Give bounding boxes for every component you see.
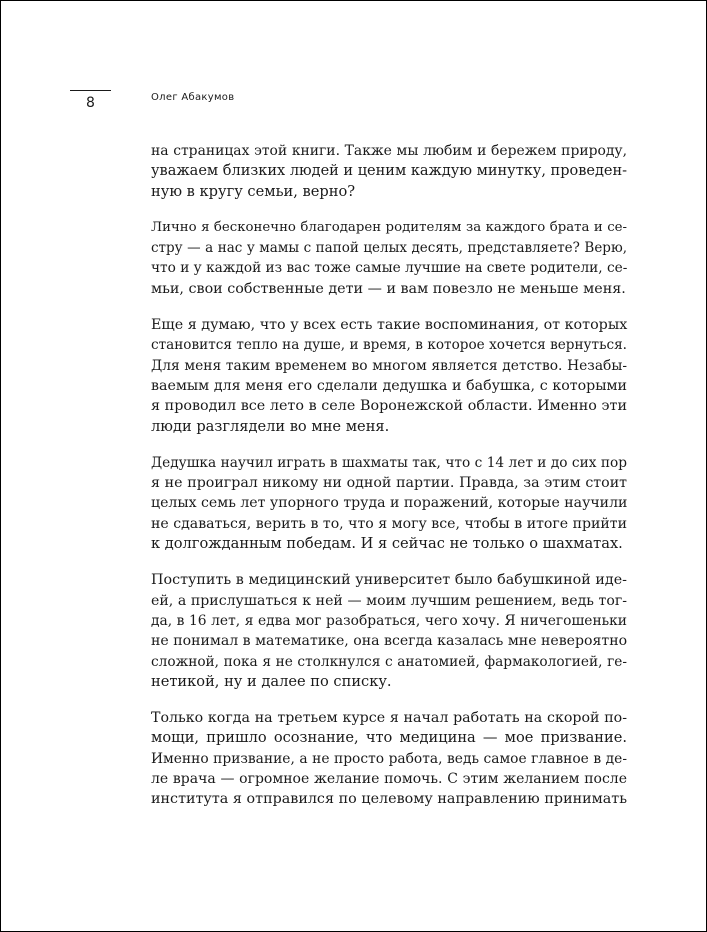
body-text: [151, 141, 627, 810]
text-line: Лично я бесконечно благодарен родителям за каждого брата и се-: [151, 219, 627, 235]
text-line: нетикой, ну и далее по списку.: [151, 672, 392, 690]
text-line: что и у каждой из вас тоже самые лучшие на свете родители, се-: [151, 260, 628, 277]
paragraph: [151, 218, 627, 299]
text-line: стру — а нас у мамы с папой целых десять, представляете? Верю,: [151, 240, 627, 257]
paragraph: [151, 315, 627, 437]
text-line: люди разглядели во мне меня.: [151, 417, 390, 435]
text-line: ваемым для меня его сделали дедушка и бабушка, с которыми: [151, 377, 627, 394]
text-line: ей, а прислушаться к ней — моим лучшим решением, ведь тог-: [151, 592, 627, 609]
text-line: я не проиграл никому ни одной партии. Правда, за этим стоит: [151, 475, 627, 492]
text-line: Только когда на третьем курсе я начал работать на скорой по-: [151, 710, 627, 727]
paragraph: [151, 708, 627, 809]
text-line: не сдаваться, верить в то, что я могу все, чтобы в итоге прийти: [151, 515, 627, 532]
text-line: сложной, пока я не столкнулся с анатомией, фармакологией, ге-: [151, 653, 627, 670]
text-line: к долгожданным победам. И я сейчас не только о шахматах.: [151, 535, 623, 553]
text-line: целых семь лет упорного труда и поражений, которые научили: [151, 495, 628, 512]
text-line: уважаем близких людей и ценим каждую минутку, проведен-: [151, 163, 628, 180]
text-line: не понимал в математике, она всегда казалась мне невероятно: [151, 633, 628, 650]
text-line: становится тепло на душе, и время, в которое хочется вернуться.: [151, 337, 627, 354]
text-line: да, в 16 лет, я едва мог разобраться, чего хочу. Я ничегошеньки: [151, 612, 627, 629]
text-line: Еще я думаю, что у всех есть такие воспоминания, от которых: [151, 317, 628, 334]
text-line: ле врача — огромное желание помочь. С этим желанием после: [151, 771, 627, 788]
text-line: ную в кругу семьи, верно?: [151, 182, 356, 200]
page-number: 8: [86, 95, 95, 111]
text-line: мощи, пришло осознание, что медицина — мое призвание.: [151, 729, 627, 747]
text-line: Для меня таким временем во многом является детство. Незабы-: [151, 357, 627, 374]
text-line: я проводил все лето в селе Воронежской области. Именно эти: [151, 398, 627, 415]
paragraph: [151, 570, 627, 692]
text-line: института я отправился по целевому направлению принимать: [151, 791, 627, 808]
paragraph: [151, 141, 627, 202]
text-line: Дедушка научил играть в шахматы так, что с 14 лет и до сих пор: [151, 454, 627, 471]
text-line: мьи, свои собственные дети — и вам повезло не меньше меня.: [151, 280, 626, 297]
text-line: на страницах этой книги. Также мы любим и бережем природу,: [151, 143, 627, 159]
running-header-author: Олег Абакумов: [151, 92, 235, 103]
header-rule: [70, 90, 111, 91]
text-line: Именно призвание, а не просто работа, ведь самое главное в де-: [151, 750, 627, 767]
text-line: Поступить в медицинский университет было бабушкиной иде-: [151, 572, 627, 589]
paragraph: [151, 453, 627, 554]
